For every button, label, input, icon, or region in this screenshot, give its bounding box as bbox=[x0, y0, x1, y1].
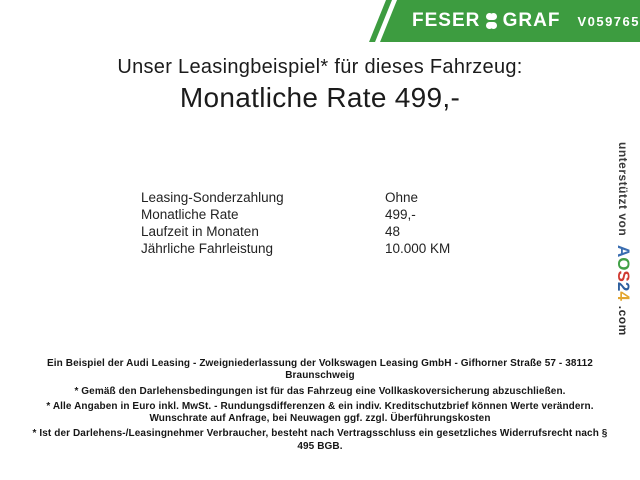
row-label: Jährliche Fahrleistung bbox=[141, 241, 274, 256]
logo-letter: O bbox=[614, 257, 633, 271]
aos24-logo bbox=[614, 245, 633, 301]
monthly-rate-headline: Monatliche Rate 499,- bbox=[179, 82, 461, 113]
vehicle-id: V059765 bbox=[577, 13, 640, 29]
table-row bbox=[141, 189, 450, 206]
page-title: Unser Leasingbeispiel* für dieses Fahrzeug: bbox=[117, 56, 523, 78]
title-block bbox=[0, 56, 640, 114]
disclaimer-line: * Ist der Darlehens-/Leasingnehmer Verbraucher, besteht nach Vertragsschluss ein gesetzliches Widerrufsrecht nach § 495 BGB. bbox=[32, 428, 608, 452]
row-label: Laufzeit in Monaten bbox=[141, 224, 259, 239]
table-row bbox=[141, 223, 450, 240]
logo-domain-suffix: .com bbox=[616, 305, 630, 336]
logo-letter: A bbox=[614, 245, 633, 258]
row-value: 48 bbox=[385, 224, 401, 239]
row-label: Leasing-Sonderzahlung bbox=[141, 190, 284, 205]
row-value: 499,- bbox=[385, 207, 416, 222]
row-value: Ohne bbox=[385, 190, 419, 205]
disclaimer-line: Ein Beispiel der Audi Leasing - Zweigniederlassung der Volkswagen Leasing GmbH - Gifhorner Straße 57 - 38112 Braunschweig bbox=[47, 358, 593, 382]
logo-letter: 4 bbox=[614, 291, 633, 301]
brand-name-part2: GRAF bbox=[502, 10, 561, 31]
legal-disclaimer-block bbox=[25, 358, 615, 456]
table-row bbox=[141, 240, 450, 257]
brand-name-part1: FESER bbox=[412, 10, 481, 31]
supported-by-watermark bbox=[613, 142, 633, 336]
table-row bbox=[141, 206, 450, 223]
disclaimer-line: * Gemäß den Darlehensbedingungen ist für das Fahrzeug eine Vollkaskoversicherung abzuschließen. bbox=[74, 385, 566, 397]
logo-letter: S bbox=[614, 270, 633, 282]
logo-letter: 2 bbox=[614, 281, 633, 292]
row-value: 10.000 KM bbox=[385, 241, 451, 256]
brand-logo bbox=[412, 0, 640, 42]
supported-by-label: unterstützt von bbox=[616, 142, 630, 240]
disclaimer-line: * Alle Angaben in Euro inkl. MwSt. - Rundungsdifferenzen & ein indiv. Kreditschutzbrief können Werte verändern. Wunschrate auf Anfrage, bei Neuwagen ggf. zzgl. Überführungskosten bbox=[46, 400, 594, 425]
clover-icon bbox=[486, 13, 496, 29]
row-label: Monatliche Rate bbox=[141, 207, 239, 222]
leasing-details-table bbox=[141, 189, 450, 257]
